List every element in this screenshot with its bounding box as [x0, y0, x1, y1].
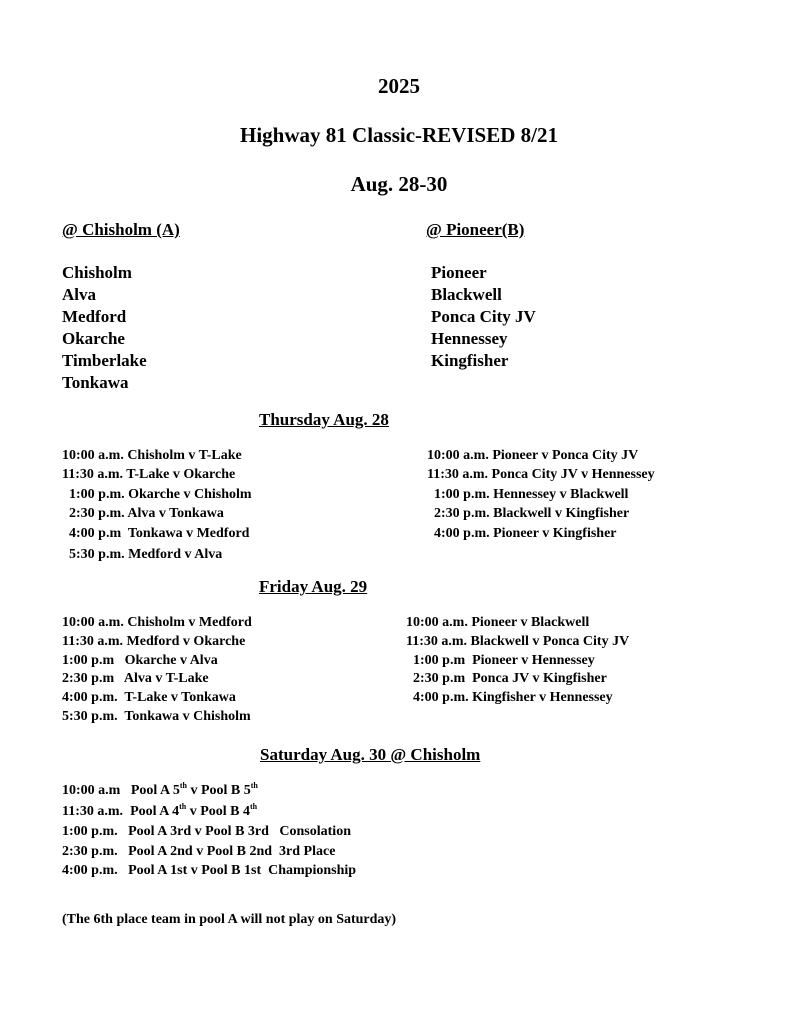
- game-line: 1:00 p.m Pioneer v Hennessey: [406, 652, 595, 668]
- pool-a-team: Tonkawa: [62, 373, 129, 392]
- game-line: 10:00 a.m. Chisholm v T-Lake: [62, 448, 242, 463]
- ordinal-suffix: th: [249, 801, 258, 811]
- game-matchup: Pool A 3rd v Pool B 3rd Consolation: [128, 824, 351, 840]
- game-line: [62, 822, 356, 842]
- ordinal-suffix: th: [179, 781, 187, 790]
- pool-a-heading: @ Chisholm (A): [62, 220, 180, 239]
- pool-a-team: Okarche: [62, 329, 125, 348]
- game-matchup: Pool A 5: [130, 783, 180, 798]
- pool-b-team: Hennessey: [431, 329, 508, 348]
- page-title: Highway 81 Classic-REVISED 8/21: [240, 123, 558, 147]
- game-line: 1:00 p.m. Hennessey v Blackwell: [427, 486, 629, 502]
- friday-heading: Friday Aug. 29: [259, 577, 368, 596]
- game-line: 11:30 a.m. T-Lake v Okarche: [62, 467, 236, 483]
- game-line: [62, 861, 356, 881]
- game-line: [62, 842, 356, 862]
- year-heading: 2025: [378, 74, 420, 98]
- pool-b-team: Blackwell: [431, 285, 502, 304]
- thursday-pool-b-schedule: [427, 446, 655, 543]
- game-matchup: v Pool B 4: [186, 803, 250, 819]
- game-line: 2:30 p.m Alva v T-Lake: [62, 671, 209, 687]
- date-range: Aug. 28-30: [350, 172, 448, 196]
- saturday-schedule: [62, 781, 356, 881]
- pool-b-heading: @ Pioneer(B): [426, 220, 525, 239]
- game-matchup: v Pool B 5: [186, 783, 251, 798]
- game-line: 4:00 p.m. Pioneer v Kingfisher: [427, 525, 617, 541]
- game-line: [62, 781, 356, 802]
- ordinal-suffix: th: [250, 781, 258, 790]
- game-matchup: Pool A 1st v Pool B 1st Championship: [128, 863, 357, 879]
- game-line: 5:30 p.m. Tonkawa v Chisholm: [62, 708, 251, 724]
- game-time: 10:00 a.m: [62, 783, 131, 798]
- game-time: 4:00 p.m.: [62, 863, 129, 879]
- pool-b-team: Kingfisher: [431, 351, 509, 370]
- game-line: 1:00 p.m. Okarche v Chisholm: [62, 486, 252, 502]
- pool-b-team: Pioneer: [431, 263, 487, 282]
- game-line: 10:00 a.m. Pioneer v Blackwell: [406, 615, 590, 630]
- pool-b-team: Ponca City JV: [431, 307, 536, 326]
- friday-pool-a-schedule: [62, 614, 252, 727]
- pool-a-team: Alva: [62, 285, 96, 304]
- saturday-heading: Saturday Aug. 30 @ Chisholm: [260, 745, 481, 764]
- game-line: 4:00 p.m. T-Lake v Tonkawa: [62, 690, 236, 706]
- game-line: 4:00 p.m. Kingfisher v Hennessey: [406, 690, 613, 706]
- game-line: 4:00 p.m Tonkawa v Medford: [62, 525, 250, 541]
- game-line: 10:00 a.m. Chisholm v Medford: [62, 615, 252, 630]
- game-time: 1:00 p.m.: [62, 824, 129, 840]
- footnote: (The 6th place team in pool A will not play on Saturday): [62, 912, 397, 927]
- thursday-pool-a-schedule: [62, 446, 252, 564]
- pool-b-team-list: [431, 262, 536, 372]
- game-line: 11:30 a.m. Blackwell v Ponca City JV: [406, 633, 630, 649]
- game-line: 2:30 p.m. Blackwell v Kingfisher: [427, 506, 630, 522]
- game-line: 2:30 p.m Ponca JV v Kingfisher: [406, 671, 607, 687]
- game-line: 2:30 p.m. Alva v Tonkawa: [62, 506, 224, 522]
- pool-a-team: Medford: [62, 307, 127, 326]
- thursday-heading: Thursday Aug. 28: [259, 410, 389, 429]
- ordinal-suffix: th: [179, 801, 187, 811]
- game-matchup: Pool A 2nd v Pool B 2nd 3rd Place: [128, 843, 336, 859]
- pool-a-team: Chisholm: [62, 263, 132, 282]
- game-matchup: Pool A 4: [130, 803, 180, 819]
- game-line: 11:30 a.m. Medford v Okarche: [62, 633, 246, 649]
- game-line: 10:00 a.m. Pioneer v Ponca City JV: [427, 448, 639, 463]
- game-line: 1:00 p.m Okarche v Alva: [62, 652, 218, 668]
- pool-a-team-list: [62, 262, 147, 394]
- game-time: 11:30 a.m.: [62, 803, 131, 819]
- game-line: 5:30 p.m. Medford v Alva: [62, 547, 223, 563]
- game-line: 11:30 a.m. Ponca City JV v Hennessey: [427, 467, 655, 483]
- pool-a-team: Timberlake: [62, 351, 147, 370]
- game-line: [62, 802, 356, 823]
- game-time: 2:30 p.m.: [62, 843, 129, 859]
- friday-pool-b-schedule: [406, 614, 629, 708]
